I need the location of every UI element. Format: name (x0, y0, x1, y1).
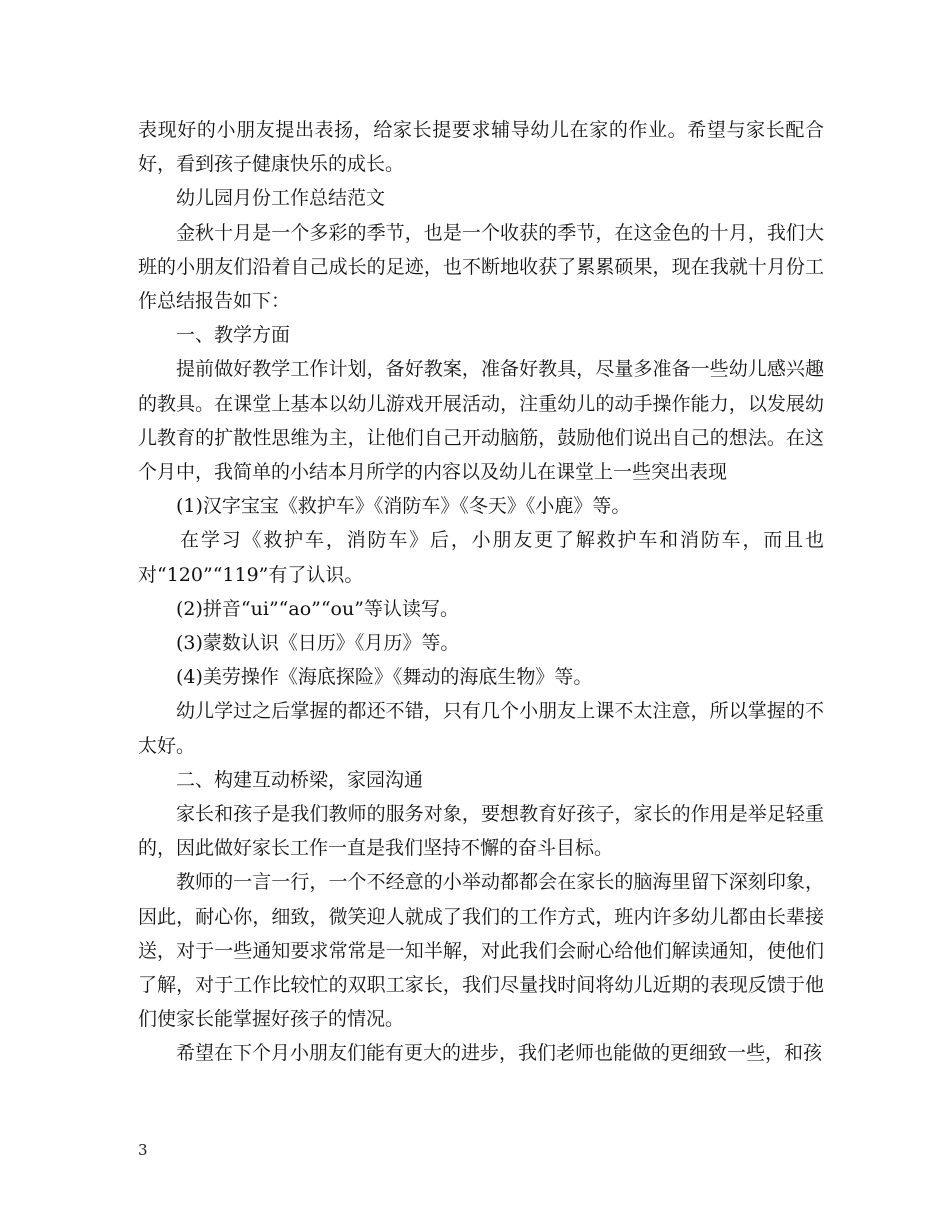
paragraph: 幼儿学过之后掌握的都还不错，只有几个小朋友上课不太注意，所以掌握的不太好。 (138, 700, 824, 757)
paragraph: (4)美劳操作《海底探险》《舞动的海底生物》等。 (176, 666, 593, 689)
paragraph: 教师的一言一行，一个不经意的小举动都都会在家长的脑海里留下深刻印象，因此，耐心你，细致，微笑迎人就成了我们的工作方式，班内许多幼儿都由长辈接送，对于一些通知要求常常是一知半解，对此我们会耐心给他们解读通知，使他们了解，对于工作比较忙的双职工家长，我们尽量找时间将幼儿近期的表现反馈于他们使家长能掌握好孩子的情况。 (138, 871, 824, 1031)
paragraph: (2)拼音“ui”“ao”“ou”等认读写。 (176, 597, 459, 620)
document-body (138, 113, 824, 1071)
paragraph: 在学习《救护车，消防车》后，小朋友更了解救护车和消防车，而且也对“120”“119”有了认识。 (138, 529, 824, 586)
paragraph: 表现好的小朋友提出表扬，给家长提要求辅导幼儿在家的作业。希望与家长配合好，看到孩子健康快乐的成长。 (138, 119, 824, 176)
paragraph: 幼儿园月份工作总结范文 (176, 187, 386, 210)
paragraph: 提前做好教学工作计划，备好教案，准备好教具，尽量多准备一些幼儿感兴趣的教具。在课堂上基本以幼儿游戏开展活动，注重幼儿的动手操作能力，以发展幼儿教育的扩散性思维为主，让他们自己开动脑筋，鼓励他们说出自己的想法。在这个月中，我简单的小结本月所学的内容以及幼儿在课堂上一些突出表现 (138, 358, 824, 484)
paragraph: 一、教学方面 (176, 324, 291, 347)
paragraph: (3)蒙数认识《日历》《月历》等。 (176, 632, 460, 655)
paragraph: 二、构建互动桥梁，家园沟通 (176, 768, 424, 791)
paragraph: (1)汉字宝宝《救护车》《消防车》《冬天》《小鹿》等。 (176, 495, 631, 518)
page-number: 3 (138, 1141, 148, 1159)
paragraph: 家长和孩子是我们教师的服务对象，要想教育好孩子，家长的作用是举足轻重的，因此做好家长工作一直是我们坚持不懈的奋斗目标。 (138, 803, 824, 860)
paragraph: 希望在下个月小朋友们能有更大的进步，我们老师也能做的更细致一些，和孩 (176, 1042, 823, 1065)
paragraph: 金秋十月是一个多彩的季节，也是一个收获的季节，在这金色的十月，我们大班的小朋友们沿着自己成长的足迹，也不断地收获了累累硕果，现在我就十月份工作总结报告如下： (138, 221, 824, 313)
